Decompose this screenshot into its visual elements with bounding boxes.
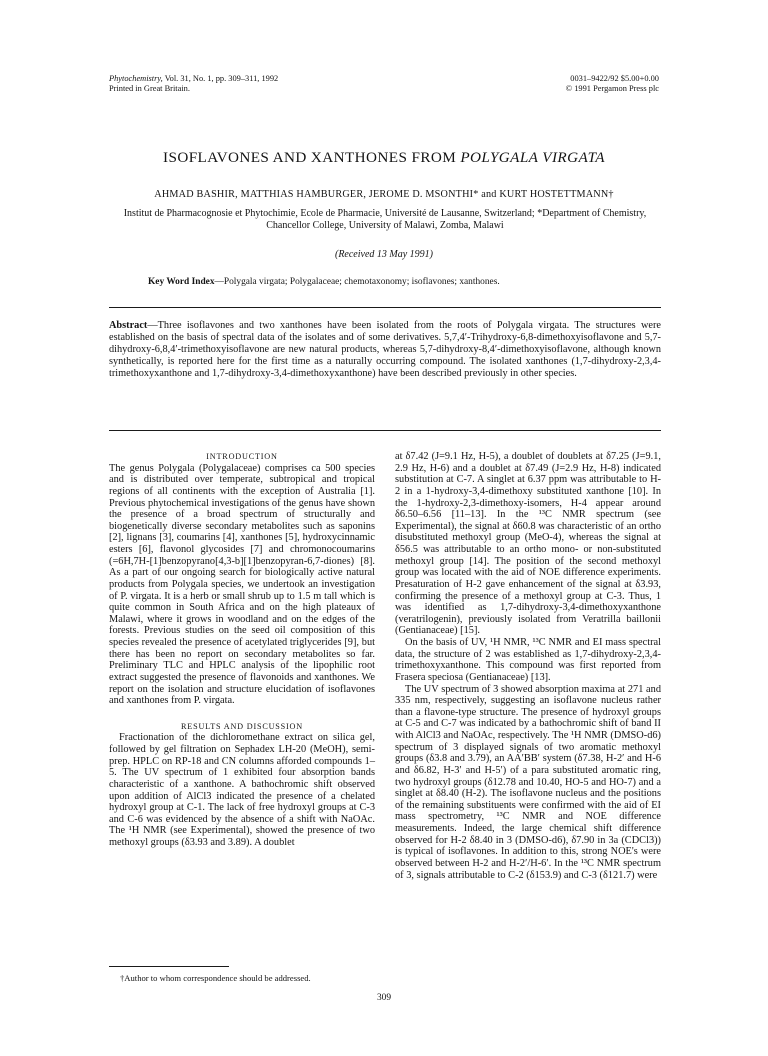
article-title <box>0 149 768 167</box>
journal-name: Phytochemistry, <box>109 74 163 83</box>
intro-paragraph: The genus Polygala (Polygalaceae) comprises ca 500 species and is distributed over temperate, subtropical and tropical regions of all continents with the exception of Australia [1]. Previous phytochemical investigations of the genus have shown the presence of a broad spectrum of structurally and biogenetically diverse secondary metabolites such as saponins [2], lignans [3], coumarins [4], xanthones [5], hydroxycinnamic esters [6], flavonol glycosides [7] and chromonocoumarins (=6H,7H-[1]benzopyrano[4,3-b][1]benzopyran-6,7-diones) [8]. As a part of our ongoing search for biologically active natural products from Polygala species, we undertook an investigation of P. virgata. It is a herb or small shrub up to 1.5 m tall which is quite common in South Africa and on the high plateaux of Malawi, where it grows in woodland and on the edges of the forests. Previous studies on the seed oil composition of this species revealed the presence of acetylated triglycerides [9], but there has been no report on secondary metabolites so far. Preliminary TLC and HPLC analysis of the lipophilic root extract suggested the presence of flavonoids and xanthones. We report on the isolation and structure elucidation of isoflavones and xanthones from P. virgata. <box>109 462 375 707</box>
title-main: ISOFLAVONES AND XANTHONES FROM <box>163 149 461 166</box>
title-italic: POLYGALA VIRGATA <box>460 149 605 166</box>
keyword-label: Key Word Index <box>148 277 215 287</box>
printed-in: Printed in Great Britain. <box>109 84 190 93</box>
abstract <box>109 320 661 380</box>
results-paragraph: Fractionation of the dichloromethane extract on silica gel, followed by gel filtration on Sephadex LH-20 (MeOH), semi-prep. HPLC on RP-18 and CN columns afforded compounds 1–5. The UV spectrum of 1 exhibited four absorption bands characteristic of a xanthone. A bathochromic shift observed upon addition of AlCl3 indicated the presence of a chelated hydroxyl group at C-1. The lack of free hydroxyl groups at C-3 and C-6 was evidenced by the absence of a shift with NaOAc. The ¹H NMR (see Experimental), showed the presence of two methoxyl groups (δ3.93 and 3.89). A doublet <box>109 732 375 848</box>
paragraph-compound-1: at δ7.42 (J=9.1 Hz, H-5), a doublet of doublets at δ7.25 (J=9.1, 2.9 Hz, H-6) and a doublet at δ7.49 (J=2.9 Hz, H-8) indicated substitution at C-7. A singlet at 6.37 ppm was attributable to H-2 in a 1-hydroxy-3,4-dimethoxy substituted xanthone [10]. In the 1-hydroxy-2,3-dimethoxy-isomers, H-4 appear around δ6.50–6.56 [11–13]. In the ¹³C NMR spectrum (see Experimental), the signal at δ60.8 was characteristic of an ortho disubstituted methoxyl group (MeO-4), whereas the signal at δ56.5 was attributable to an ortho mono- or non-substituted methoxyl group [14]. The position of the second methoxyl group was located with the aid of NOE difference experiments. Presaturation of H-2 gave enhancement of the signal at δ3.93, confirming the presence of a methoxyl group at C-3. Thus, 1 was identified as 1,7-dihydroxy-3,4-dimethoxyxanthone (veratrilogenin), previously isolated from Veratrilla baillonii (Gentianaceae) [15]. <box>395 451 661 637</box>
divider-top <box>109 307 661 308</box>
divider-bottom <box>109 430 661 431</box>
keyword-index <box>148 277 500 287</box>
left-column <box>109 451 375 849</box>
received-date: (Received 13 May 1991) <box>334 249 433 260</box>
article-code: 0031–9422/92 $5.00+0.00 <box>570 74 659 83</box>
section-gap <box>109 707 375 721</box>
page-number: 309 <box>376 993 392 1003</box>
publisher-header <box>566 74 659 94</box>
intro-heading: INTRODUCTION <box>206 452 278 461</box>
abstract-label: Abstract <box>109 320 148 331</box>
keyword-text: —Polygala virgata; Polygalaceae; chemotaxonomy; isoflavones; xanthones. <box>214 277 500 287</box>
authors: AHMAD BASHIR, MATTHIAS HAMBURGER, JEROME D. MSONTHI* and KURT HOSTETTMANN† <box>154 189 614 200</box>
results-heading: RESULTS AND DISCUSSION <box>181 721 303 731</box>
affiliation: Institut de Pharmacognosie et Phytochimie, Ecole de Pharmacie, Université de Lausanne, Switzerland; *Department of Chemistry, Chancellor College, University of Malawi, Zomba, Malawi <box>123 208 647 232</box>
footnote: †Author to whom correspondence should be addressed. <box>120 973 311 983</box>
abstract-text: —Three isoflavones and two xanthones have been isolated from the roots of Polygala virgata. The structures were established on the basis of spectral data of the isolates and of some derivatives. 5,7,4′-Trihydroxy-6,8-dimethoxyisoflavone and 5,7-dihydroxy-6,8,4′-trimethoxyisoflavone are new natural products, whereas 5,7-dihydroxy-8,4′-dimethoxyisoflavone, although known synthetically, is reported here for the first time as a naturally occurring compound. The isolated xanthones (1,7-dihydroxy-2,3,4-trimethoxyxanthone and 1,7-dihydroxy-3,4-dimethoxyxanthone) have been described previously in other species. <box>109 320 661 379</box>
journal-citation: Vol. 31, No. 1, pp. 309–311, 1992 <box>164 74 279 83</box>
journal-header <box>109 74 278 94</box>
footnote-divider <box>109 966 229 967</box>
paragraph-compound-2: On the basis of UV, ¹H NMR, ¹³C NMR and EI mass spectral data, the structure of 2 was established as 1,7-dihydroxy-2,3,4-trimethoxyxanthone. This compound was first reported from Frasera speciosa (Gentianaceae) [13]. <box>395 637 661 683</box>
right-column <box>395 451 661 881</box>
copyright: © 1991 Pergamon Press plc <box>565 84 659 93</box>
paragraph-compound-3: The UV spectrum of 3 showed absorption maxima at 271 and 335 nm, respectively, suggesting an isoflavone nucleus rather than a flavone-type structure. The presence of hydroxyl groups at C-5 and C-7 was indicated by a bathochromic shift of band II with AlCl3 and NaOAc, respectively. The ¹H NMR (DMSO-d6) spectrum of 3 displayed signals of two aromatic methoxyl groups (δ3.8 and 3.79), an AA′BB′ system (δ7.38, H-2′ and H-6 and δ6.82, H-3′ and H-5′) of a para substituted aromatic ring, two hydroxyl groups (δ12.78 and 10.40, HO-5 and HO-7) and a singlet at δ8.40 (H-2). The isoflavone nucleus and the positions of the remaining substituents were confirmed with the aid of EI mass spectrometry, ¹³C NMR and NOE difference measurements. Indeed, the large chemical shift difference observed for H-2 δ8.40 in 3 (DMSO-d6), δ7.90 in 3a (CDCl3)) is typical of isoflavones. In addition to this, strong NOE's were observed between H-2 and H-2′/H-6′. In the ¹³C NMR spectrum of 3, signals attributable to C-2 (δ153.9) and C-3 (δ121.7) were <box>395 683 661 881</box>
